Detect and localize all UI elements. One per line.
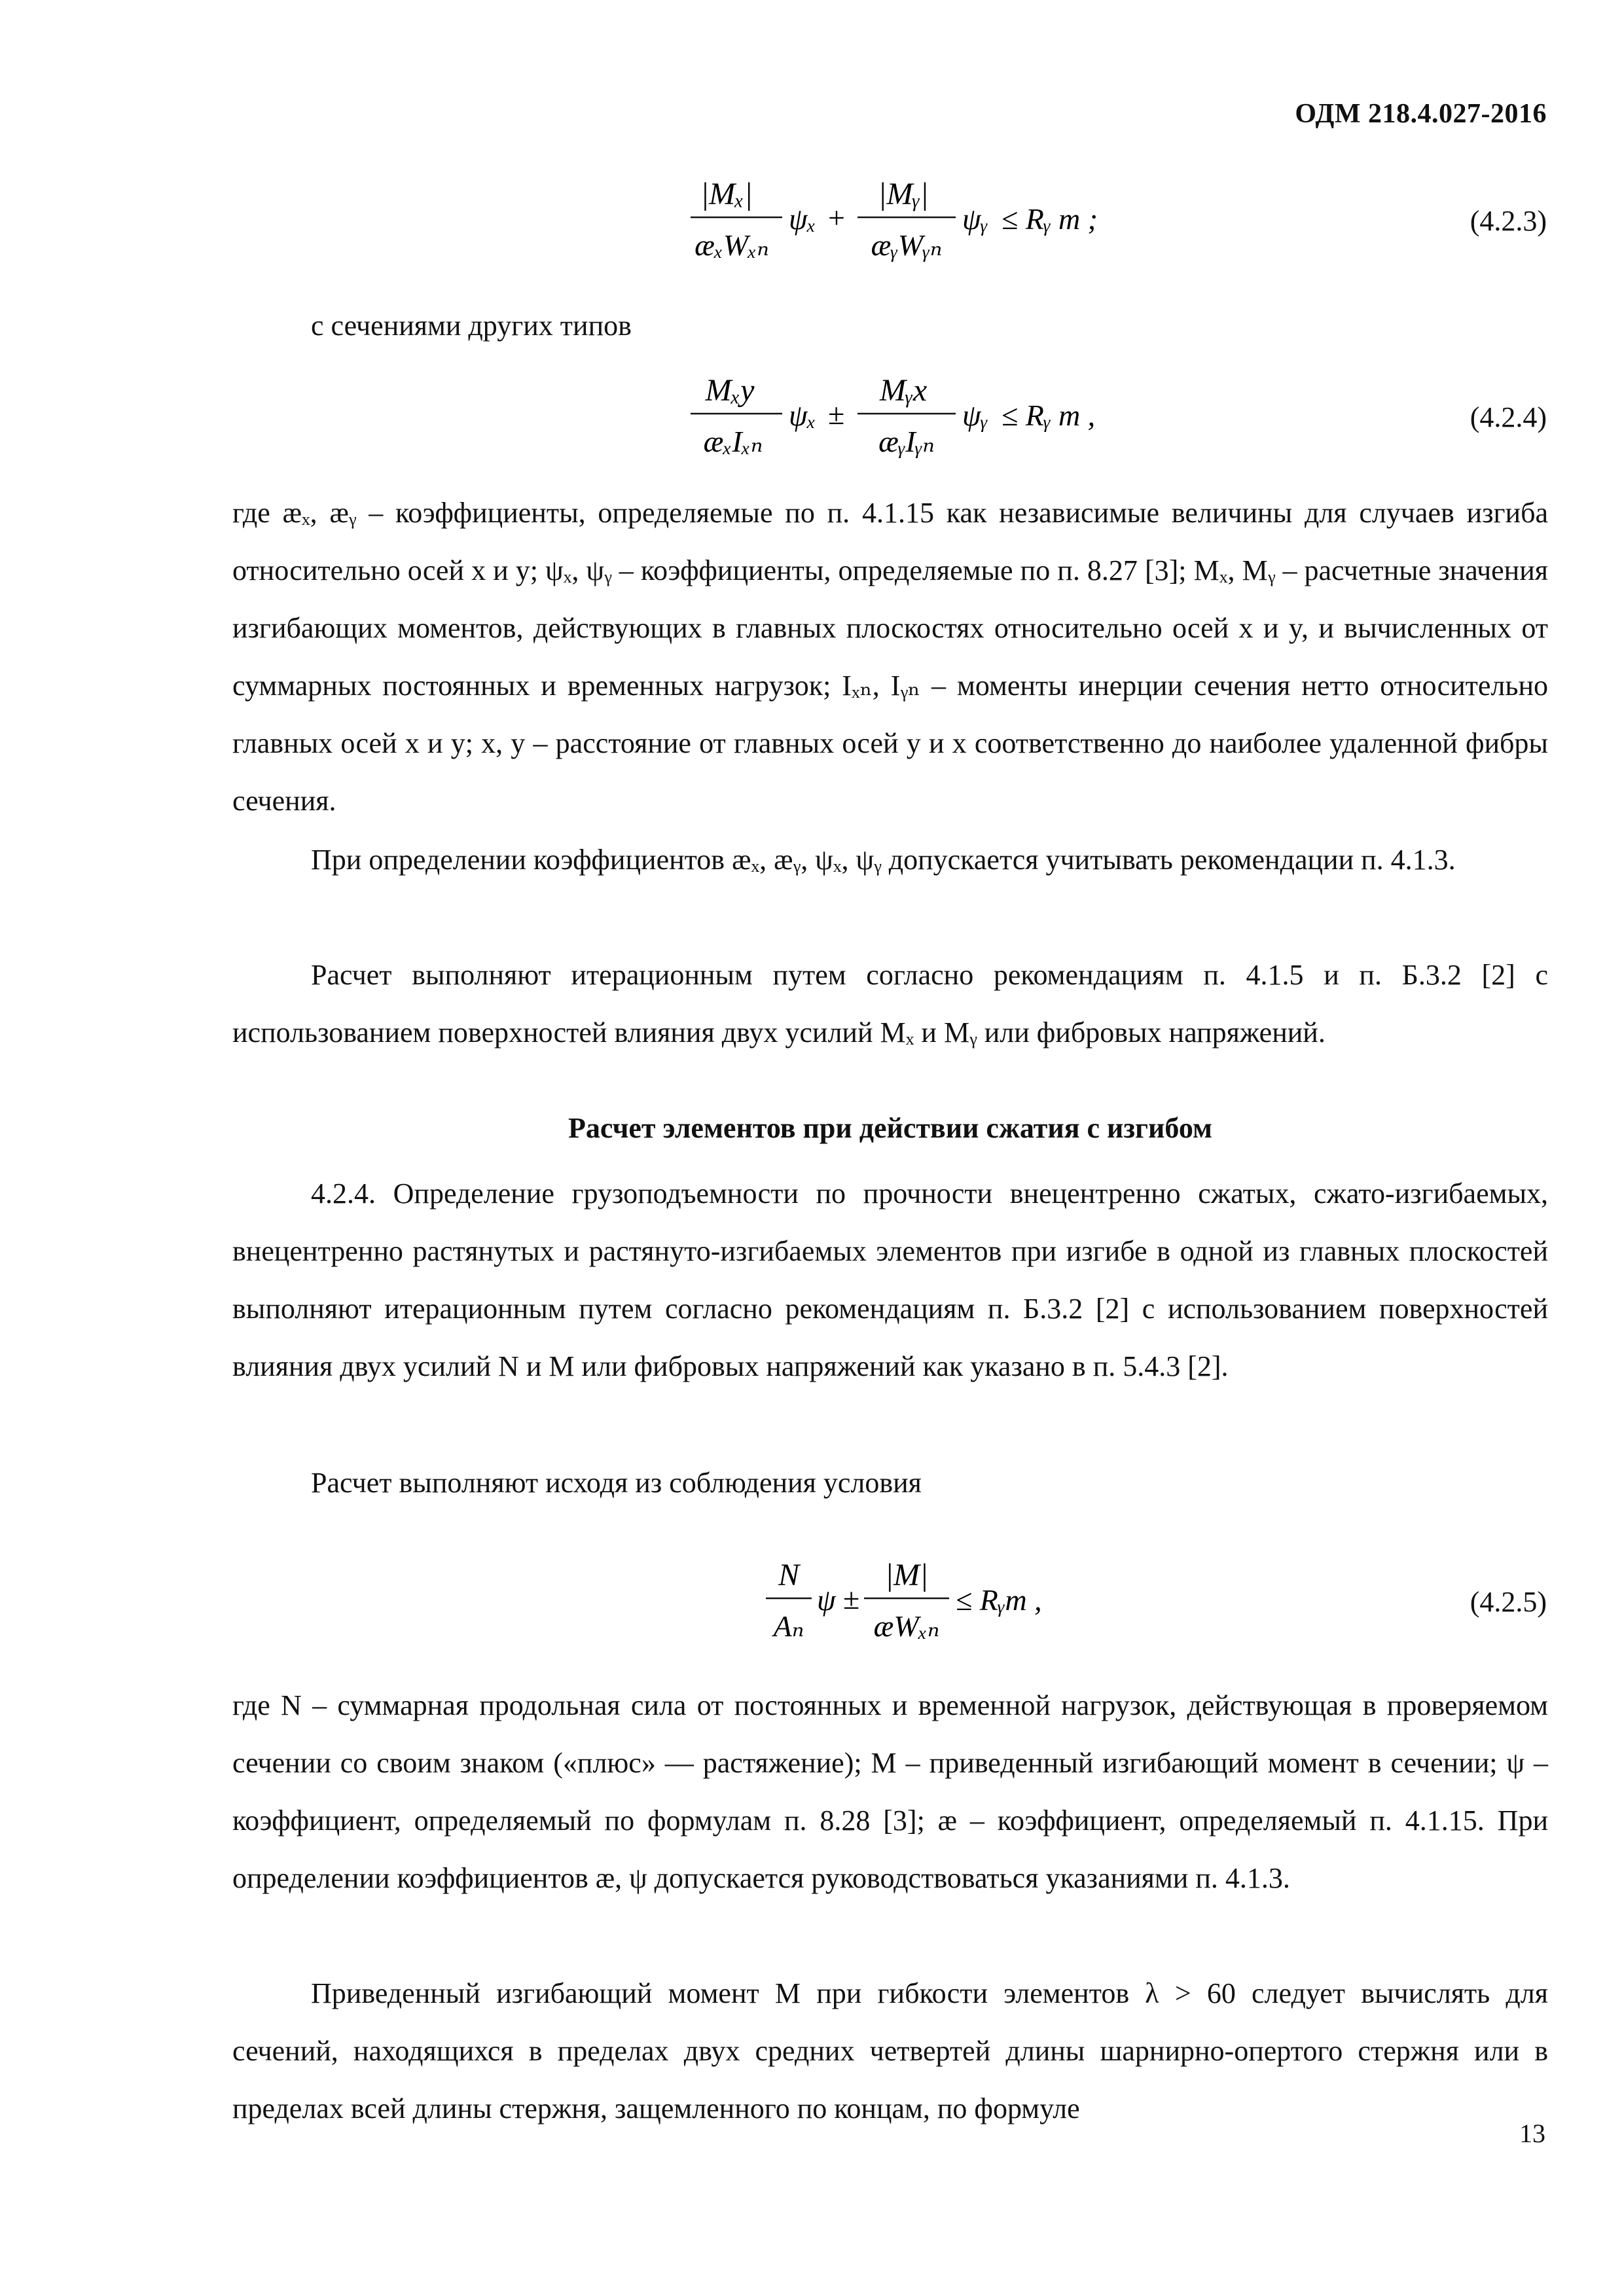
paragraph-definitions-1: где æₓ, æᵧ – коэффициенты, определяемые по п. 4.1.15 как независимые величины для случаев изгиба относительно осей x и y; ψₓ, ψᵧ – коэффициенты, определяемые по п. 8.27 [3]; Mₓ, Mᵧ – расчетные значения изгибающих моментов, действующих в главных плоскостях относительно осей x и y, и вычисленных от суммарных постоянных и временных нагрузок; Iₓₙ, Iᵧₙ – моменты инерции сечения нетто относительно главных осей x и y; x, y – расстояние от главных осей y и x соответственно до наиболее удаленной фибры сечения.: [232, 497, 1548, 817]
formula-4-2-5: [0, 1545, 1624, 1689]
formula-4-2-5-denominator-1: Aₙ: [773, 1609, 804, 1643]
formula-4-2-3-rhs: ≤ Rᵧ m ;: [1001, 202, 1098, 236]
formula-4-2-4-multiplier-1: ψₓ: [789, 399, 816, 432]
paragraph-definitions-2: где N – суммарная продольная сила от постоянных и временной нагрузок, действующая в проверяемом сечении со своим знаком («плюс» — растяжение); M – приведенный изгибающий момент в сечении; ψ – коэффициент, определяемый по формулам п. 8.28 [3]; æ – коэффициент, определяемый п. 4.1.15. При определении коэффициентов æ, ψ допускается руководствоваться указаниями п. 4.1.3.: [232, 1689, 1548, 1894]
formula-4-2-4-number: (4.2.4): [1470, 401, 1547, 433]
formula-4-2-5-numerator-1: N: [778, 1558, 800, 1592]
page-number: 13: [1519, 2119, 1545, 2148]
document-code: ОДМ 218.4.027-2016: [1295, 99, 1547, 129]
paragraph-condition: Расчет выполняют исходя из соблюдения условия: [311, 1467, 922, 1499]
paragraph-iteration: Расчет выполняют итерационным путем согласно рекомендациям п. 4.1.5 и п. Б.3.2 [2] с использованием поверхностей влияния двух усилий Mₓ и Mᵧ или фибровых напряжений.: [232, 959, 1548, 1049]
formula-4-2-4-expression: [681, 360, 1178, 478]
intro-text: с сечениями других типов: [311, 310, 632, 342]
formula-4-2-3-multiplier-2: ψᵧ: [962, 202, 988, 236]
formula-4-2-5-expression: [759, 1545, 1126, 1662]
formula-4-2-3-denominator-1: æₓWₓₙ: [695, 228, 769, 262]
formula-4-2-3: [0, 164, 1624, 308]
formula-4-2-4: [0, 360, 1624, 504]
formula-4-2-5-numerator-2: |M|: [884, 1558, 929, 1592]
formula-4-2-3-multiplier-1: ψₓ: [789, 202, 816, 236]
formula-4-2-3-denominator-2: æᵧWᵧₙ: [871, 228, 943, 262]
formula-4-2-5-rhs: ≤ Rᵧm ,: [956, 1583, 1042, 1617]
formula-4-2-4-denominator-1: æₓIₓₙ: [703, 425, 763, 458]
paragraph-coefficients: При определении коэффициентов æₓ, æᵧ, ψₓ, ψᵧ допускается учитывать рекомендации п. 4.1.3.: [311, 844, 1456, 876]
formula-4-2-4-operator: ±: [828, 397, 845, 431]
formula-4-2-5-multiplier: ψ: [817, 1583, 836, 1617]
formula-4-2-3-numerator-1: |Mₓ|: [700, 177, 753, 211]
formula-4-2-4-denominator-2: æᵧIᵧₙ: [878, 425, 935, 458]
formula-4-2-4-multiplier-2: ψᵧ: [962, 399, 988, 432]
formula-4-2-3-expression: [681, 164, 1178, 281]
formula-4-2-3-number: (4.2.3): [1470, 205, 1547, 237]
formula-4-2-4-rhs: ≤ Rᵧ m ,: [1001, 399, 1096, 432]
formula-4-2-3-operator: +: [828, 201, 845, 234]
formula-4-2-3-numerator-2: |Mᵧ|: [878, 177, 929, 211]
formula-4-2-5-number: (4.2.5): [1470, 1586, 1547, 1618]
section-heading: Расчет элементов при действии сжатия с изгибом: [568, 1112, 1212, 1144]
paragraph-4-2-4: 4.2.4. Определение грузоподъемности по прочности внецентренно сжатых, сжато-изгибаемых, внецентренно растянутых и растянуто-изгибаемых элементов при изгибе в одной из главных плоскостей выполняют итерационным путем согласно рекомендациям п. Б.3.2 [2] с использованием поверхностей влияния двух усилий N и M или фибровых напряжений как указано в п. 5.4.3 [2].: [232, 1177, 1548, 1382]
formula-4-2-4-numerator-1: Mₓy: [705, 373, 755, 408]
formula-4-2-5-operator: ±: [843, 1582, 860, 1615]
formula-4-2-5-denominator-2: æWₓₙ: [873, 1609, 940, 1643]
formula-4-2-4-numerator-2: Mᵧx: [879, 373, 928, 408]
paragraph-reduced-moment: Приведенный изгибающий момент M при гибкости элементов λ > 60 следует вычислять для сечений, находящихся в пределах двух средних четвертей длины шарнирно-опертого стержня или в пределах всей длины стержня, защемленного по концам, по формуле: [232, 1977, 1548, 2125]
